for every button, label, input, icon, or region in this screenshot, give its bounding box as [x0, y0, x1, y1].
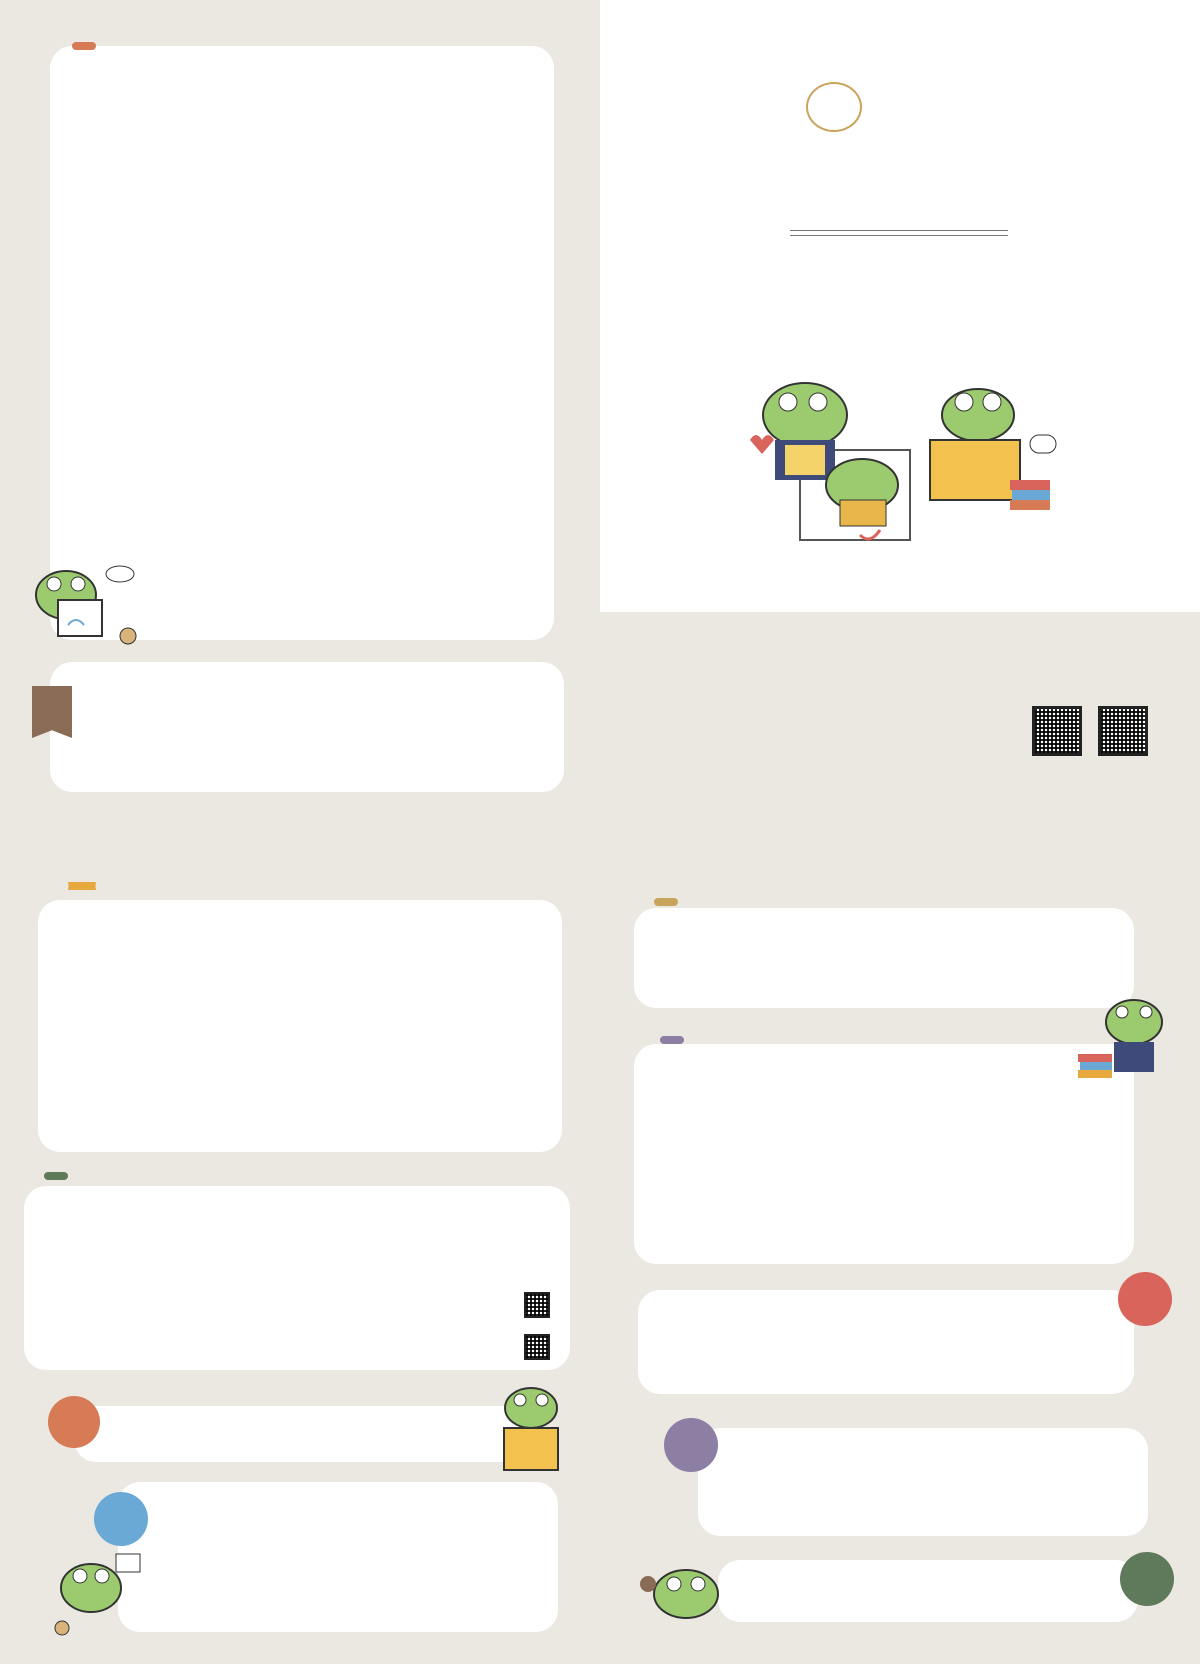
lecture-tag: [44, 1172, 68, 1180]
bookex-card: [634, 1044, 1134, 1264]
other-card: [50, 662, 564, 792]
film-frog-illustration: [46, 1548, 146, 1638]
bookex-frog-illustration: [1074, 996, 1174, 1086]
workshop-card: [718, 1560, 1138, 1622]
qr-signup[interactable]: [1032, 706, 1082, 756]
craft-card: [74, 1406, 540, 1462]
qr-lecture-4[interactable]: [524, 1334, 550, 1360]
bookex-tag: [660, 1036, 684, 1044]
craft-frog-illustration: [496, 1384, 566, 1474]
film-tag: [94, 1492, 148, 1546]
story-card: [50, 46, 554, 640]
immig-title: [68, 882, 96, 890]
lecture-card: [24, 1186, 570, 1370]
exhibit-tag: [654, 898, 678, 906]
exhibit-card: [634, 908, 1134, 1008]
workshop-frog-illustration: [636, 1562, 726, 1622]
cook-card: [698, 1428, 1148, 1536]
story-tag: [72, 42, 96, 50]
year-bubble: [806, 82, 862, 132]
screen-card: [638, 1290, 1134, 1394]
cover-frogs-illustration: [740, 370, 1070, 560]
cook-tag: [664, 1418, 718, 1472]
screen-tag: [1118, 1272, 1172, 1326]
story-frog-illustration: [28, 560, 148, 650]
qr-lecture-3[interactable]: [524, 1292, 550, 1318]
immig-card: [38, 900, 562, 1152]
craft-tag: [48, 1396, 100, 1448]
qr-fb[interactable]: [1098, 706, 1148, 756]
film-card: [118, 1482, 558, 1632]
workshop-tag: [1120, 1552, 1174, 1606]
library-name: [790, 230, 1008, 236]
